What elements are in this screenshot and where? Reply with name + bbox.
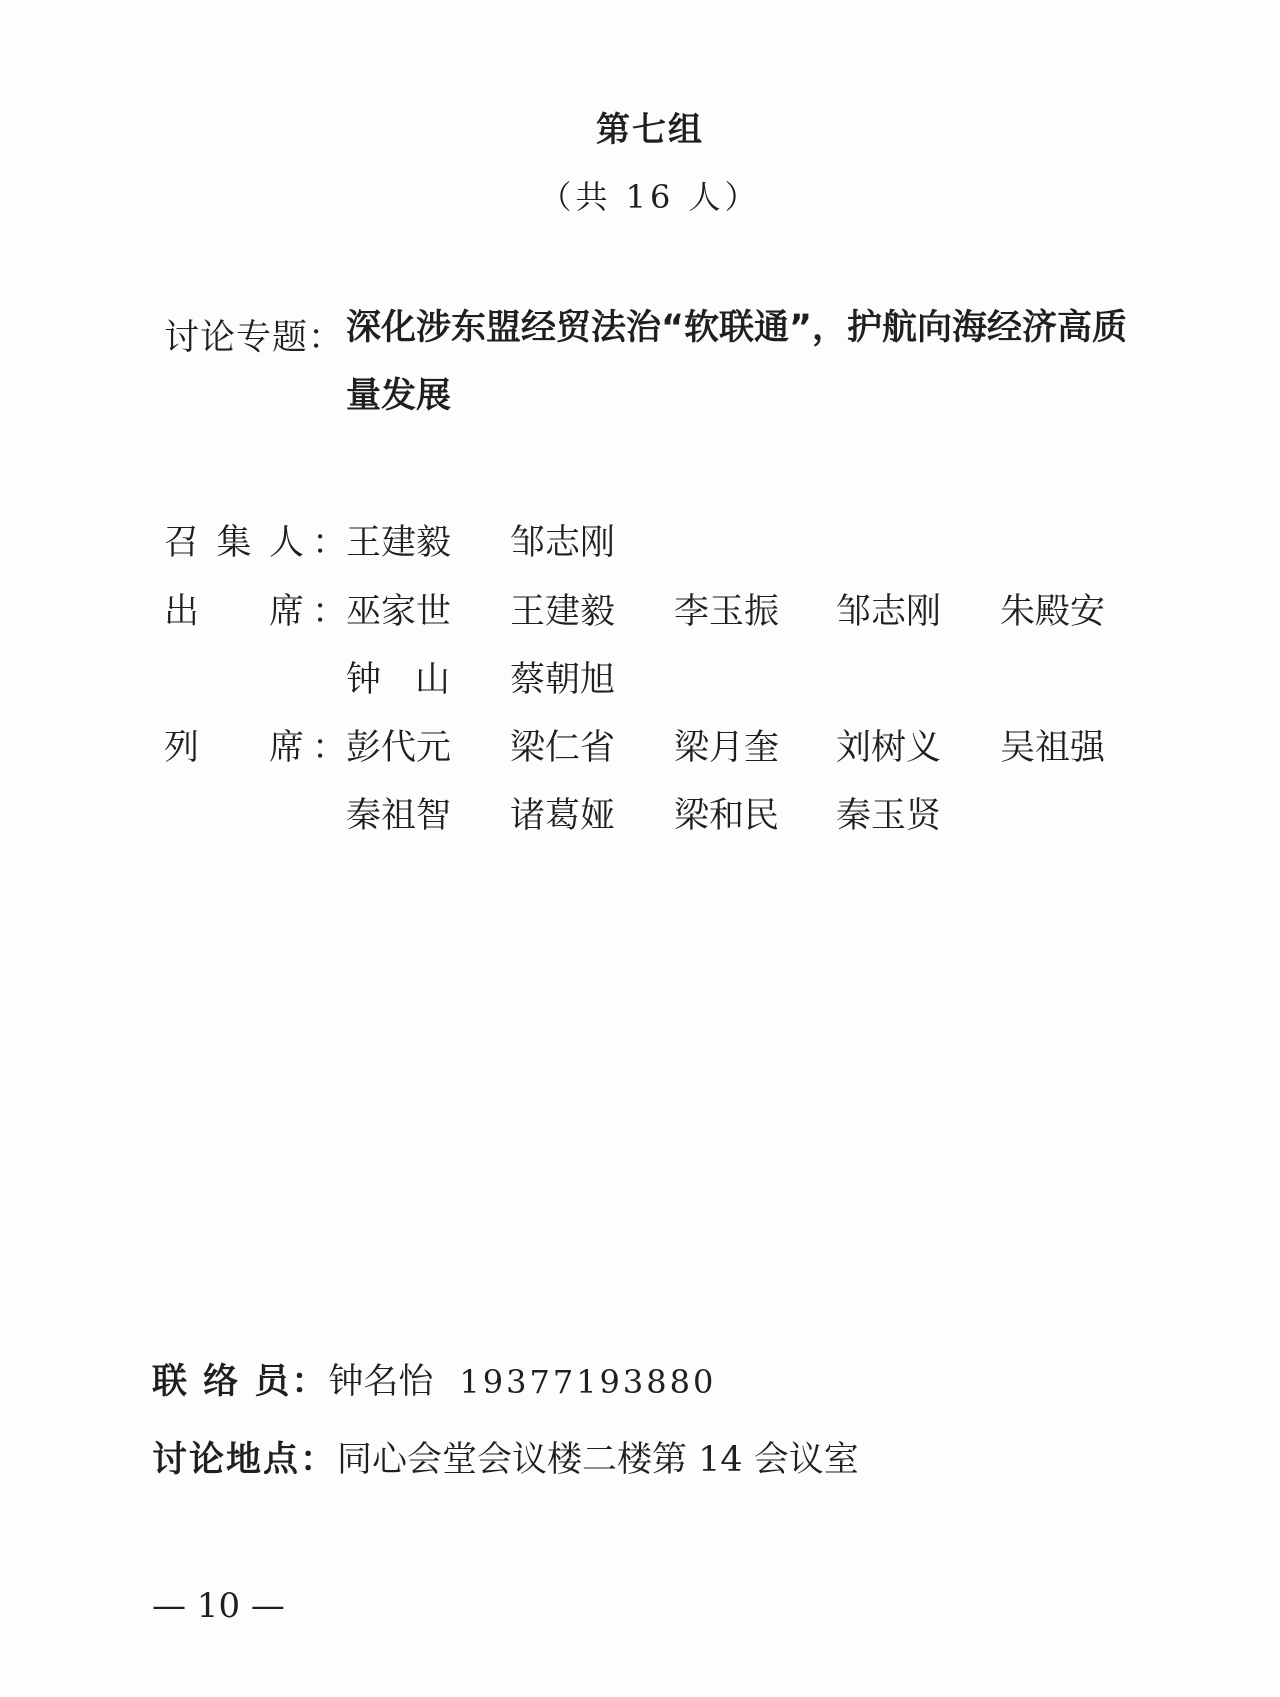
venue-line — [152, 1432, 859, 1482]
observer-name: 吴祖强 — [1000, 728, 1106, 768]
attendee-name: 王建毅 — [510, 592, 616, 632]
convener-name: 邹志刚 — [510, 523, 616, 563]
topic-label: 讨论专题： — [164, 318, 345, 358]
attendee-name: 蔡朝旭 — [510, 660, 616, 700]
observer-name: 秦祖智 — [346, 796, 452, 836]
document-page: 第七组 （共 16 人） 讨论专题： 深化涉东盟经贸法治“软联通”，护航向海经济高质量发展 召 集 人 ： 王建毅 邹志刚 出 席 ： 巫家世 王建毅 李玉振 邹志刚 朱殿安 钟 山 蔡朝旭 列 席 ： 彭代元 梁仁省 梁月奎 刘树义 吴祖强 秦祖智 诸葛娅 梁和民 秦玉贤 联 络 员：钟名怡 19377193880 讨论地点：同心会堂会议楼二楼第 14 会议室 — 10 — — [0, 0, 1280, 1697]
attendee-name: 李玉振 — [674, 592, 780, 632]
member-count: （共 16 人） — [539, 178, 761, 216]
attendee-name: 巫家世 — [346, 592, 452, 632]
attendee-name: 邹志刚 — [836, 592, 942, 632]
observer-name: 刘树义 — [836, 728, 942, 768]
attendee-name: 朱殿安 — [1000, 592, 1106, 632]
contact-label: 联 络 员： — [152, 1362, 329, 1402]
group-title: 第七组 — [596, 110, 704, 150]
observer-name: 彭代元 — [346, 728, 452, 768]
observer-name: 梁月奎 — [674, 728, 780, 768]
observer-name: 秦玉贤 — [836, 796, 942, 836]
convener-name: 王建毅 — [346, 523, 452, 563]
attendee-name: 钟 山 — [346, 660, 450, 700]
observer-name: 梁仁省 — [510, 728, 616, 768]
page-number: — 10 — — [152, 1586, 285, 1626]
attendees-label: 出 席 — [164, 592, 304, 632]
observer-name: 梁和民 — [674, 796, 780, 836]
contact-name: 钟名怡 — [328, 1362, 434, 1402]
venue-text: 同心会堂会议楼二楼第 14 会议室 — [337, 1440, 859, 1480]
contact-phone: 19377193880 — [459, 1363, 717, 1401]
contact-line — [152, 1354, 716, 1404]
topic-text: 深化涉东盟经贸法治“软联通”，护航向海经济高质量发展 — [346, 308, 1128, 416]
observer-name: 诸葛娅 — [510, 796, 616, 836]
observers-label: 列 席 — [164, 728, 304, 768]
venue-label: 讨论地点： — [152, 1440, 338, 1480]
convener-label: 召 集 人 — [164, 523, 304, 563]
